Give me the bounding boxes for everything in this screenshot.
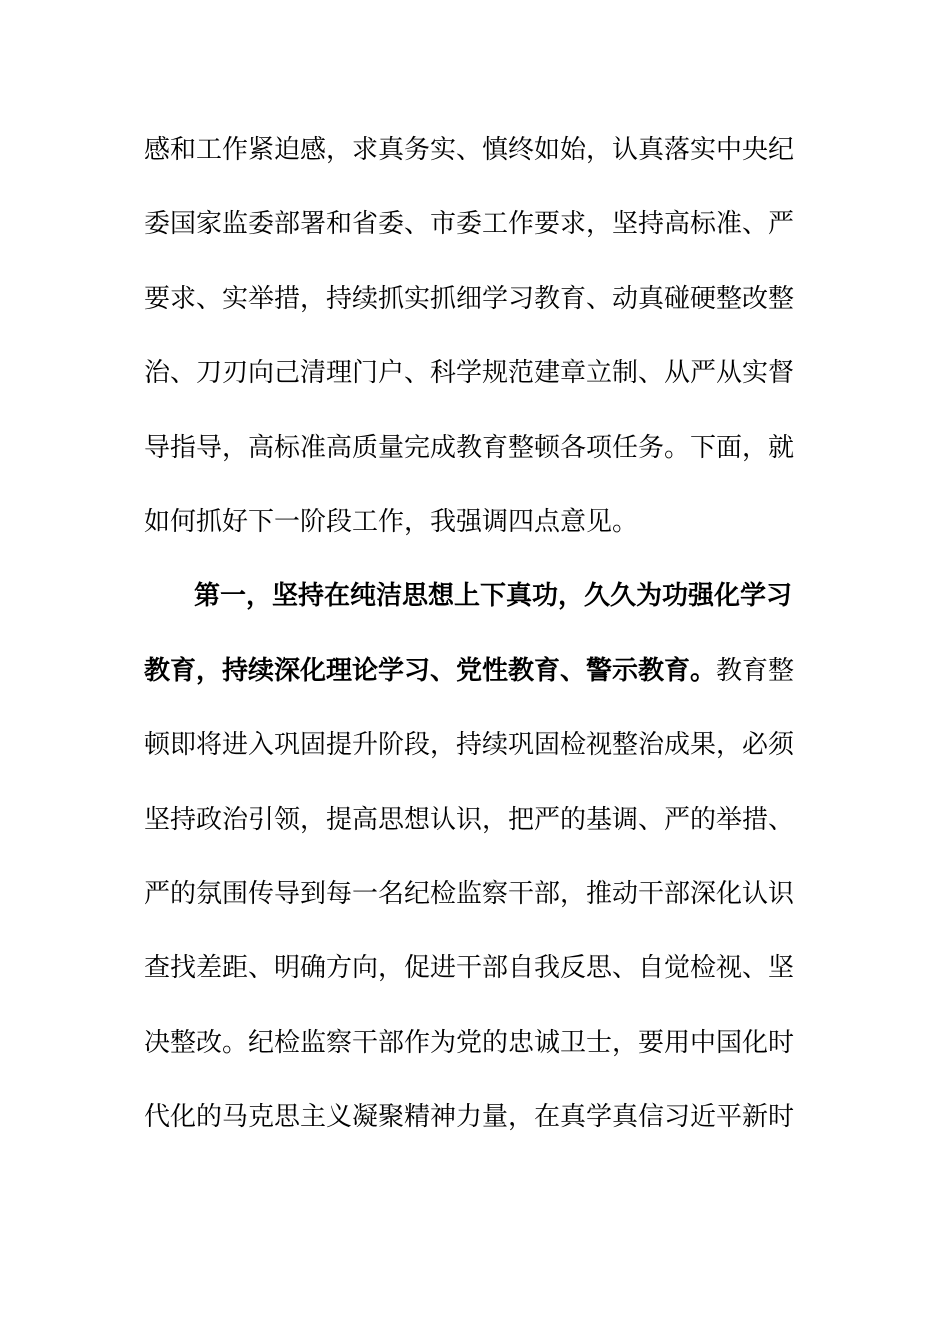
paragraph-2-line-6: 查找差距、明确方向，促进干部自我反思、自觉检视、坚: [144, 953, 795, 984]
paragraph-1-line-5: 导指导，高标准高质量完成教育整顿各项任务。下面，就: [144, 432, 795, 463]
paragraph-2-heading-line-1: 第一，坚持在纯洁思想上下真功，久久为功强化学习: [194, 581, 793, 612]
paragraph-1-line-3: 要求、实举措，持续抓实抓细学习教育、动真碰硬整改整: [144, 283, 795, 314]
body-text: [144, 113, 809, 1154]
paragraph-2-line-2-tail: 教育整: [716, 655, 795, 686]
paragraph-1-line-4: 治、刀刃向己清理门户、科学规范建章立制、从严从实督: [144, 358, 795, 389]
paragraph-2-line-8: 代化的马克思主义凝聚精神力量，在真学真信习近平新时: [144, 1102, 795, 1133]
paragraph-1-line-2: 委国家监委部署和省委、市委工作要求，坚持高标准、严: [144, 209, 795, 240]
paragraph-2-line-2: [144, 634, 809, 708]
paragraph-2-line-5: 严的氛围传导到每一名纪检监察干部，推动干部深化认识: [144, 878, 795, 909]
paragraph-1-line-1: 感和工作紧迫感，求真务实、慎终如始，认真落实中央纪: [144, 135, 795, 165]
paragraph-2-line-4: 坚持政治引领，提高思想认识，把严的基调、严的举措、: [144, 804, 795, 835]
paragraph-2-line-7: 决整改。纪检监察干部作为党的忠诚卫士，要用中国化时: [144, 1027, 795, 1058]
paragraph-1-line-6: 如何抓好下一阶段工作，我强调四点意见。: [144, 506, 639, 537]
paragraph-2-heading-line-2: 教育，持续深化理论学习、党性教育、警示教育。: [144, 655, 717, 686]
paragraph-2-line-3: 顿即将进入巩固提升阶段，持续巩固检视整治成果，必须: [144, 730, 795, 761]
